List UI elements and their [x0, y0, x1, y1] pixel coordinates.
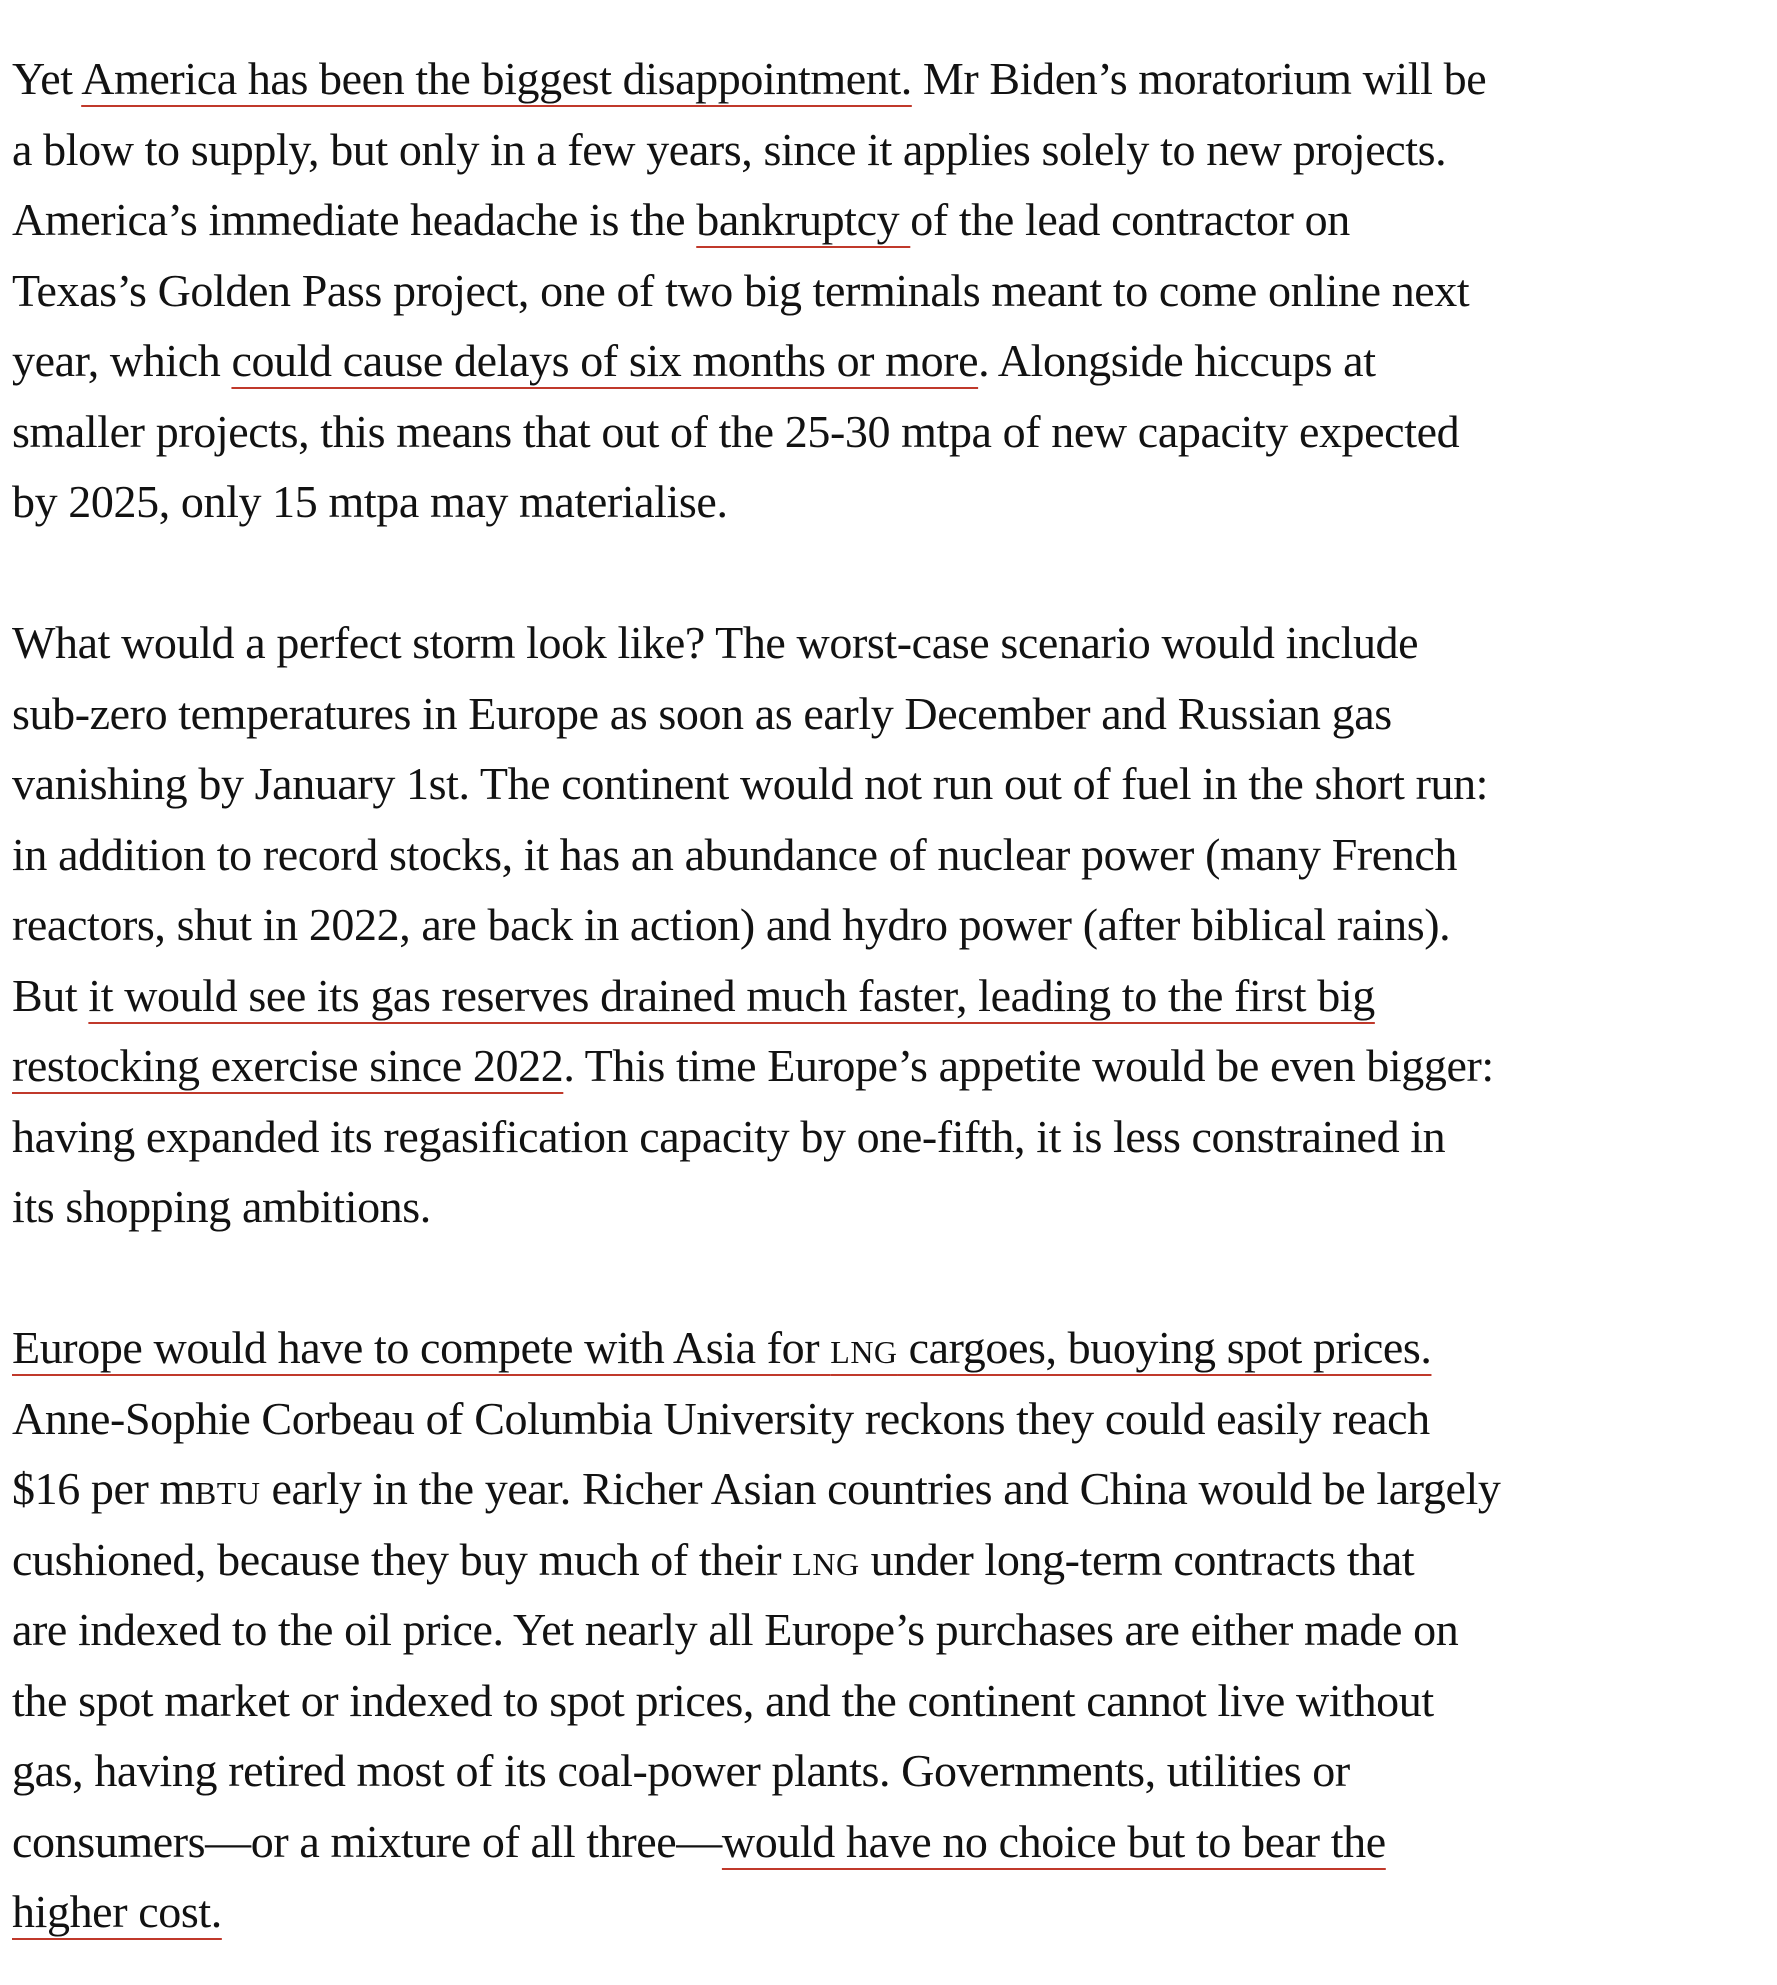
text-segment: Texas’s Golden Pass project, one of two big terminals meant to come online next: [12, 264, 1470, 316]
text-segment: . Alongside hiccups at: [978, 335, 1376, 386]
inline-link[interactable]: Europe would have to compete with Asia for: [12, 1322, 831, 1373]
text-line: [12, 1384, 1772, 1455]
text-segment: vanishing by January 1st. The continent would not run out of fuel in the short run:: [12, 758, 1489, 809]
article-body: [12, 44, 1772, 1948]
text-line: [12, 115, 1772, 186]
text-line: [12, 1807, 1772, 1878]
inline-link[interactable]: could cause delays of six months or more: [231, 335, 979, 386]
article-paragraph: [12, 1313, 1772, 1948]
text-segment: are indexed to the oil price. Yet nearly all Europe’s purchases are either made on: [12, 1604, 1459, 1655]
text-line: [12, 961, 1772, 1032]
text-segment: reactors, shut in 2022, are back in action) and hydro power (after biblical rains).: [12, 899, 1451, 950]
text-line: [12, 608, 1772, 679]
inline-link[interactable]: lng: [830, 1322, 898, 1373]
text-segment: its shopping ambitions.: [12, 1181, 431, 1232]
text-line: [12, 185, 1772, 256]
inline-link[interactable]: bankruptcy: [696, 194, 911, 245]
text-segment: cushioned, because they buy much of their: [12, 1533, 793, 1585]
text-segment: the spot market or indexed to spot prices, and the continent cannot live without: [12, 1674, 1434, 1726]
small-caps-text: btu: [194, 1463, 261, 1514]
text-line: [12, 1877, 1772, 1948]
text-line: [12, 397, 1772, 468]
text-segment: of the lead contractor on: [910, 194, 1350, 245]
text-line: [12, 1102, 1772, 1173]
inline-link[interactable]: cargoes, buoying spot prices.: [897, 1322, 1432, 1373]
text-segment: having expanded its regasification capacity by one-fifth, it is less constrained in: [12, 1110, 1446, 1162]
text-line: [12, 1031, 1772, 1102]
text-segment: But: [12, 969, 89, 1021]
text-line: [12, 1736, 1772, 1807]
text-segment: America’s immediate headache is the: [12, 194, 697, 245]
text-segment: a blow to supply, but only in a few years, since it applies solely to new projects.: [12, 123, 1447, 175]
text-line: [12, 256, 1772, 327]
text-segment: Mr Biden’s moratorium will be: [911, 53, 1487, 104]
text-segment: early in the year. Richer Asian countries and China would be largely: [260, 1463, 1501, 1514]
text-segment: Anne-Sophie Corbeau of Columbia University reckons they could easily reach: [12, 1392, 1430, 1444]
text-segment: in addition to record stocks, it has an abundance of nuclear power (many French: [12, 828, 1458, 880]
text-segment: smaller projects, this means that out of the 25-30 mtpa of new capacity expected: [12, 405, 1460, 457]
text-line: [12, 1666, 1772, 1737]
text-line: [12, 44, 1772, 115]
text-segment: Yet: [12, 53, 82, 104]
inline-link[interactable]: higher cost.: [12, 1886, 222, 1937]
small-caps-text: lng: [792, 1533, 860, 1585]
text-line: [12, 749, 1772, 820]
inline-link[interactable]: America has been the biggest disappointment.: [81, 53, 912, 104]
article-paragraph: [12, 608, 1772, 1243]
inline-link[interactable]: restocking exercise since 2022: [12, 1040, 564, 1091]
text-line: [12, 679, 1772, 750]
text-segment: $16 per m: [12, 1463, 195, 1514]
text-line: [12, 820, 1772, 891]
text-line: [12, 467, 1772, 538]
text-line: [12, 890, 1772, 961]
text-line: [12, 326, 1772, 397]
text-segment: . This time Europe’s appetite would be even bigger:: [563, 1040, 1494, 1091]
text-line: [12, 1313, 1772, 1384]
text-segment: year, which: [12, 335, 232, 386]
text-segment: by 2025, only 15 mtpa may materialise.: [12, 476, 728, 527]
text-line: [12, 1454, 1772, 1525]
text-line: [12, 1172, 1772, 1243]
text-segment: gas, having retired most of its coal-power plants. Governments, utilities or: [12, 1745, 1350, 1796]
text-segment: What would a perfect storm look like? The worst-case scenario would include: [12, 617, 1419, 668]
text-line: [12, 1525, 1772, 1596]
text-segment: consumers—or a mixture of all three—: [12, 1815, 722, 1867]
inline-link[interactable]: it would see its gas reserves drained much faster, leading to the first big: [88, 969, 1375, 1021]
inline-link[interactable]: would have no choice but to bear the: [721, 1815, 1386, 1867]
text-line: [12, 1595, 1772, 1666]
text-segment: under long-term contracts that: [859, 1533, 1415, 1585]
article-paragraph: [12, 44, 1772, 538]
text-segment: sub-zero temperatures in Europe as soon as early December and Russian gas: [12, 687, 1392, 739]
